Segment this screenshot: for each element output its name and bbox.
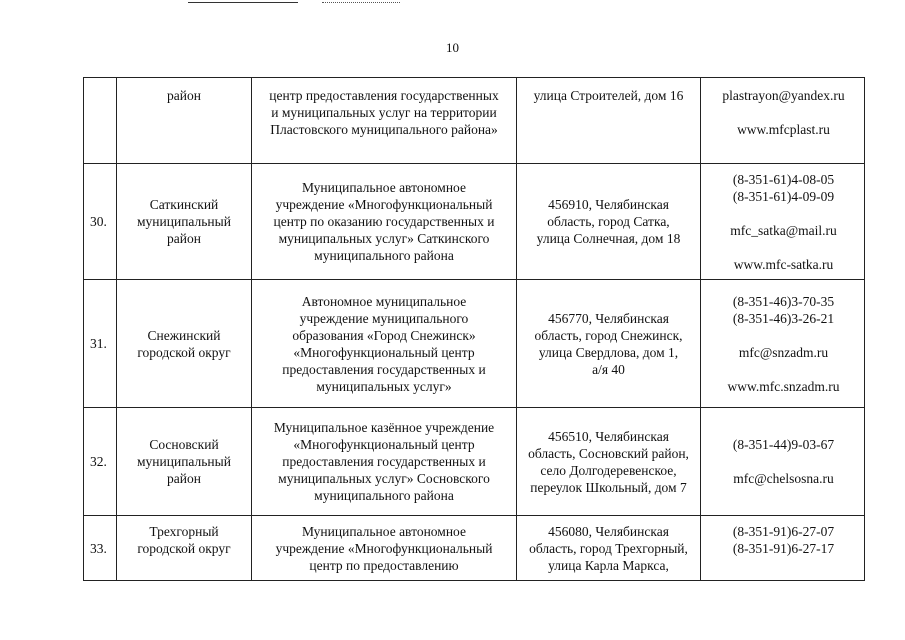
- address-cell: [517, 78, 701, 164]
- institution-line: предоставления государственных и: [282, 361, 486, 377]
- address-line: область, город Снежинск,: [534, 327, 683, 343]
- address-line: область, город Сатка,: [547, 214, 670, 229]
- institution-line: муниципальных услуг»: [316, 378, 452, 394]
- institution-cell: [252, 164, 517, 280]
- district-line: городской округ: [137, 541, 231, 556]
- institution-line: центр по предоставлению: [309, 558, 459, 573]
- table-row: [84, 408, 865, 516]
- email-text: mfc_satka@mail.ru: [730, 222, 837, 238]
- institution-cell: [252, 516, 517, 581]
- institution-line: центр предоставления государственных: [269, 88, 499, 103]
- header-rule: [188, 2, 298, 3]
- institution-line: муниципального района: [314, 248, 454, 263]
- row-number: 33.: [84, 516, 117, 581]
- table-row: [84, 516, 865, 581]
- institution-line: Пластовского муниципального района»: [270, 122, 498, 137]
- address-line: а/я 40: [592, 361, 625, 377]
- row-number: [84, 78, 117, 164]
- institution-line: образования «Город Снежинск»: [292, 327, 476, 343]
- institution-line: и муниципальных услуг на территории: [271, 105, 497, 120]
- institution-line: учреждение «Многофункциональный: [275, 197, 493, 212]
- district-line: Трехгорный: [149, 524, 219, 539]
- page-number: 10: [446, 40, 459, 55]
- address-line: улица Строителей, дом 16: [533, 88, 684, 103]
- institution-line: Автономное муниципальное: [301, 293, 467, 309]
- institution-line: предоставления государственных и: [282, 454, 486, 469]
- address-cell: [517, 408, 701, 516]
- contacts-cell: [701, 164, 865, 280]
- phone-text: (8-351-91)6-27-17: [732, 541, 835, 556]
- phone-text: (8-351-46)3-70-35: [732, 293, 835, 309]
- phone-text: (8-351-61)4-09-09: [732, 188, 835, 204]
- address-cell: [517, 280, 701, 408]
- institution-line: «Многофункциональный центр: [293, 344, 475, 360]
- institution-line: муниципальных услуг» Саткинского: [278, 231, 490, 246]
- institution-cell: [252, 78, 517, 164]
- row-number: 32.: [84, 408, 117, 516]
- institution-line: Муниципальное автономное: [302, 180, 466, 195]
- institution-line: учреждение муниципального: [299, 310, 469, 326]
- address-cell: [517, 516, 701, 581]
- district-line: Снежинский: [147, 327, 221, 343]
- mfc-table: [83, 77, 865, 581]
- website-text: www.mfcplast.ru: [737, 122, 830, 137]
- address-line: 456080, Челябинская: [548, 524, 669, 539]
- email-text: plastrayon@yandex.ru: [722, 88, 845, 103]
- institution-line: муниципальных услуг» Сосновского: [278, 471, 490, 486]
- district-line: район: [167, 231, 201, 246]
- address-line: область, Сосновский район,: [528, 445, 689, 461]
- district-line: Сосновский: [149, 437, 219, 452]
- address-cell: [517, 164, 701, 280]
- contacts-cell: [701, 78, 865, 164]
- district-cell: [117, 78, 252, 164]
- address-line: область, город Трехгорный,: [529, 541, 688, 556]
- phone-text: (8-351-46)3-26-21: [732, 310, 835, 326]
- district-line: городской округ: [137, 344, 231, 360]
- institution-line: учреждение «Многофункциональный: [275, 541, 493, 556]
- row-number: 31.: [84, 280, 117, 408]
- email-text: mfc@chelsosna.ru: [733, 471, 834, 486]
- district-cell: [117, 408, 252, 516]
- header-rule-dotted: [322, 2, 400, 3]
- institution-line: центр по оказанию государственных и: [273, 214, 495, 229]
- address-line: 456510, Челябинская: [548, 428, 669, 444]
- address-line: 456770, Челябинская: [548, 310, 669, 326]
- district-line: муниципальный: [137, 454, 231, 469]
- address-line: улица Карла Маркса,: [548, 558, 669, 573]
- district-line: район: [167, 88, 201, 103]
- institution-cell: [252, 280, 517, 408]
- address-line: улица Солнечная, дом 18: [536, 231, 681, 246]
- website-text: www.mfc.snzadm.ru: [727, 378, 840, 394]
- table-row: [84, 164, 865, 280]
- district-line: муниципальный: [137, 214, 231, 229]
- district-cell: [117, 516, 252, 581]
- phone-text: (8-351-61)4-08-05: [732, 171, 835, 187]
- address-line: 456910, Челябинская: [548, 197, 669, 212]
- institution-line: «Многофункциональный центр: [293, 437, 475, 452]
- district-cell: [117, 164, 252, 280]
- contacts-cell: [701, 408, 865, 516]
- institution-cell: [252, 408, 517, 516]
- phone-text: (8-351-91)6-27-07: [732, 524, 835, 539]
- address-line: улица Свердлова, дом 1,: [538, 344, 679, 360]
- row-number: 30.: [84, 164, 117, 280]
- website-text: www.mfc-satka.ru: [733, 256, 834, 272]
- address-line: переулок Школьный, дом 7: [530, 479, 687, 495]
- table-row: [84, 78, 865, 164]
- district-line: район: [167, 471, 201, 486]
- contacts-cell: [701, 516, 865, 581]
- email-text: mfc@snzadm.ru: [738, 344, 829, 360]
- phone-text: (8-351-44)9-03-67: [732, 437, 835, 452]
- district-line: Саткинский: [149, 197, 219, 212]
- contacts-cell: [701, 280, 865, 408]
- district-cell: [117, 280, 252, 408]
- institution-line: муниципального района: [314, 488, 454, 503]
- address-line: село Долгодеревенское,: [540, 462, 677, 478]
- institution-line: Муниципальное автономное: [302, 524, 466, 539]
- institution-line: Муниципальное казённое учреждение: [273, 420, 495, 435]
- table-row: [84, 280, 865, 408]
